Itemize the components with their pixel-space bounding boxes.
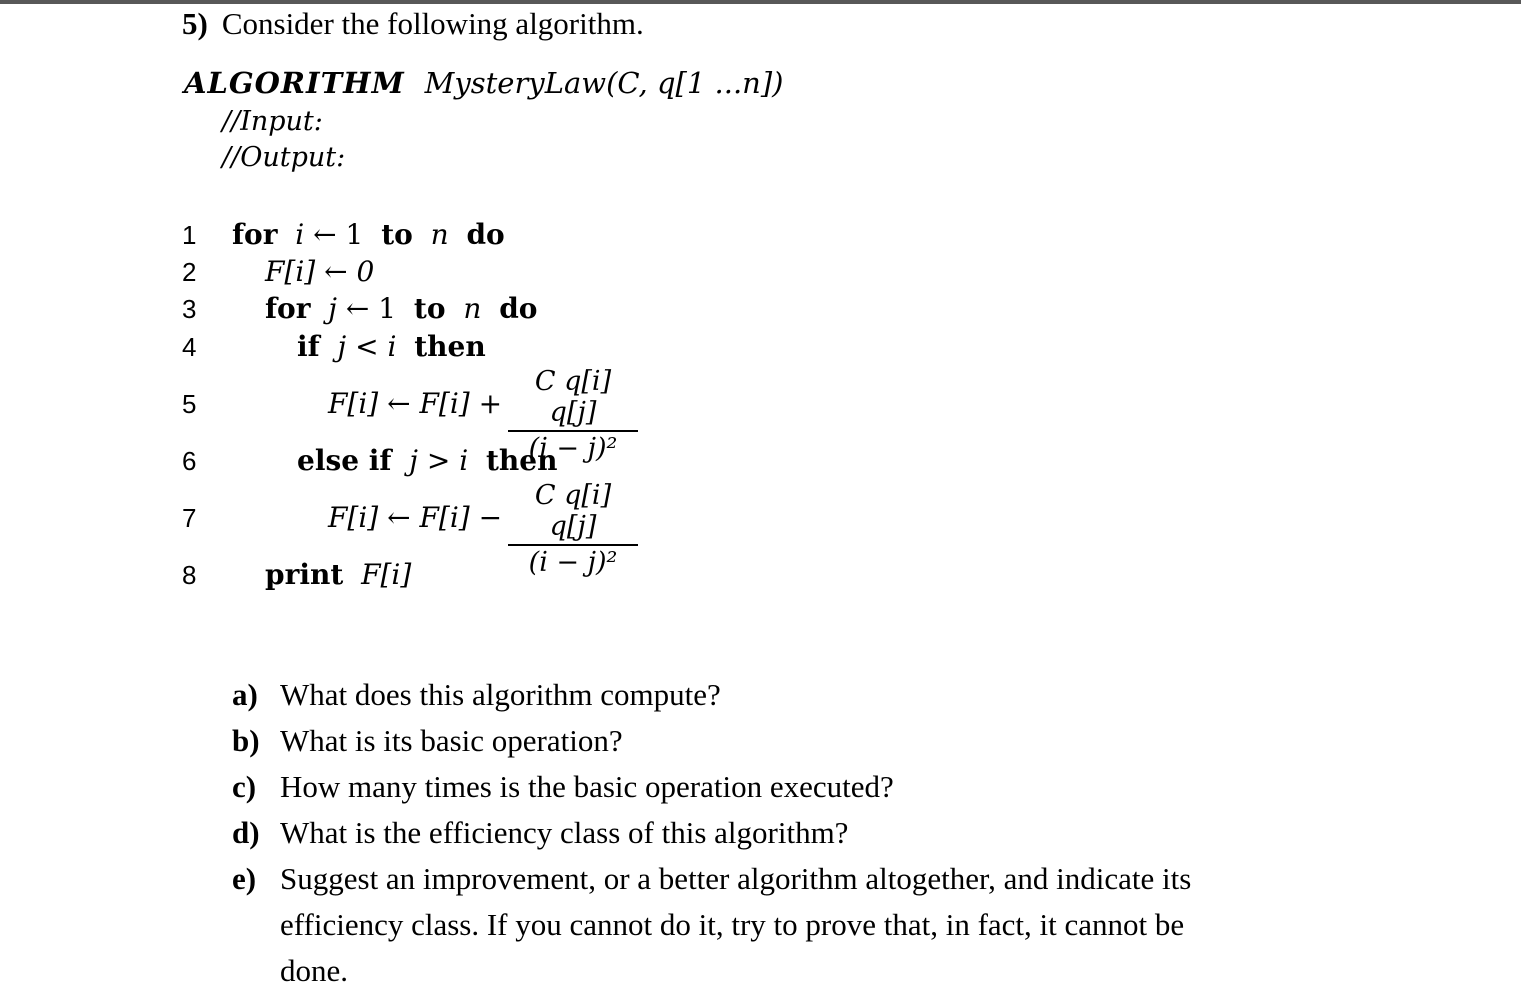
sub-question bbox=[232, 810, 1232, 856]
sub-questions bbox=[232, 672, 1232, 994]
fraction-denominator: (i − j)² bbox=[528, 547, 618, 578]
loop-start: 1 bbox=[345, 218, 364, 251]
sub-question-text: What does this algorithm compute? bbox=[280, 677, 721, 712]
code-line-4 bbox=[297, 330, 486, 363]
sub-question bbox=[232, 764, 1232, 810]
sub-question-text: Suggest an improvement, or a better algorithm altogether, and indicate its efficiency class. If you cannot do it, try to prove that, in fact, it cannot be done. bbox=[280, 861, 1192, 988]
sub-question-label: d) bbox=[232, 815, 260, 850]
line-number: 2 bbox=[182, 257, 197, 287]
condition: j > i bbox=[409, 444, 469, 477]
algorithm-signature: MysteryLaw(C, q[1 ...n]) bbox=[424, 66, 784, 100]
kw-then: then bbox=[486, 444, 558, 477]
line-number: 7 bbox=[182, 503, 197, 533]
line-number: 5 bbox=[182, 389, 197, 419]
kw-do: do bbox=[499, 292, 538, 325]
code-line-3 bbox=[265, 292, 537, 325]
line-number: 8 bbox=[182, 560, 197, 590]
loop-end: n bbox=[463, 292, 482, 325]
code-line-6 bbox=[297, 444, 557, 477]
sub-question-label: a) bbox=[232, 677, 258, 712]
code-line-7-lhs: F[i] ← F[i] − bbox=[328, 501, 503, 534]
question-prompt: Consider the following algorithm. bbox=[221, 6, 644, 41]
code-line-5-lhs: F[i] ← F[i] + bbox=[328, 387, 503, 420]
question-title bbox=[182, 6, 644, 42]
kw-to: to bbox=[413, 292, 446, 325]
kw-print: print bbox=[265, 558, 344, 591]
kw-do: do bbox=[466, 218, 505, 251]
assign-arrow: ← bbox=[313, 218, 337, 251]
line-number: 1 bbox=[182, 220, 197, 250]
fraction-denominator: (i − j)² bbox=[528, 433, 618, 464]
sub-question-text: What is its basic operation? bbox=[280, 723, 623, 758]
fraction-numerator: C q[i] q[j] bbox=[508, 366, 638, 432]
input-comment: //Input: bbox=[222, 106, 323, 137]
fraction-numerator: C q[i] q[j] bbox=[508, 480, 638, 546]
kw-to: to bbox=[381, 218, 413, 251]
line-number: 3 bbox=[182, 294, 197, 324]
code-line-1 bbox=[232, 218, 505, 251]
loop-var-j: j bbox=[328, 292, 337, 325]
output-comment: //Output: bbox=[222, 142, 346, 173]
sub-question-label: c) bbox=[232, 769, 257, 804]
sub-question bbox=[232, 856, 1232, 994]
algorithm-header bbox=[184, 66, 783, 100]
loop-end: n bbox=[430, 218, 449, 251]
sub-question-text: How many times is the basic operation executed? bbox=[280, 769, 894, 804]
loop-start: 1 bbox=[378, 292, 397, 325]
assign-arrow: ← bbox=[345, 292, 370, 325]
top-border bbox=[0, 0, 1521, 4]
sub-question-label: b) bbox=[232, 723, 260, 758]
code-line-8 bbox=[265, 558, 411, 591]
sub-question-text: What is the efficiency class of this algorithm? bbox=[280, 815, 849, 850]
fraction bbox=[508, 480, 638, 578]
kw-then: then bbox=[414, 330, 486, 363]
line-number: 4 bbox=[182, 332, 197, 362]
kw-else-if: else if bbox=[297, 444, 392, 477]
kw-for: for bbox=[232, 218, 278, 251]
condition: j < i bbox=[337, 330, 397, 363]
question-number: 5) bbox=[182, 6, 208, 41]
code-line-2: F[i] ← 0 bbox=[265, 255, 375, 288]
sub-question bbox=[232, 672, 1232, 718]
sub-question-label: e) bbox=[232, 861, 257, 896]
line-number: 6 bbox=[182, 446, 197, 476]
kw-if: if bbox=[297, 330, 320, 363]
kw-for: for bbox=[265, 292, 311, 325]
sub-question bbox=[232, 718, 1232, 764]
print-arg: F[i] bbox=[361, 558, 412, 591]
algorithm-keyword: ALGORITHM bbox=[184, 66, 405, 100]
loop-var-i: i bbox=[295, 218, 305, 251]
